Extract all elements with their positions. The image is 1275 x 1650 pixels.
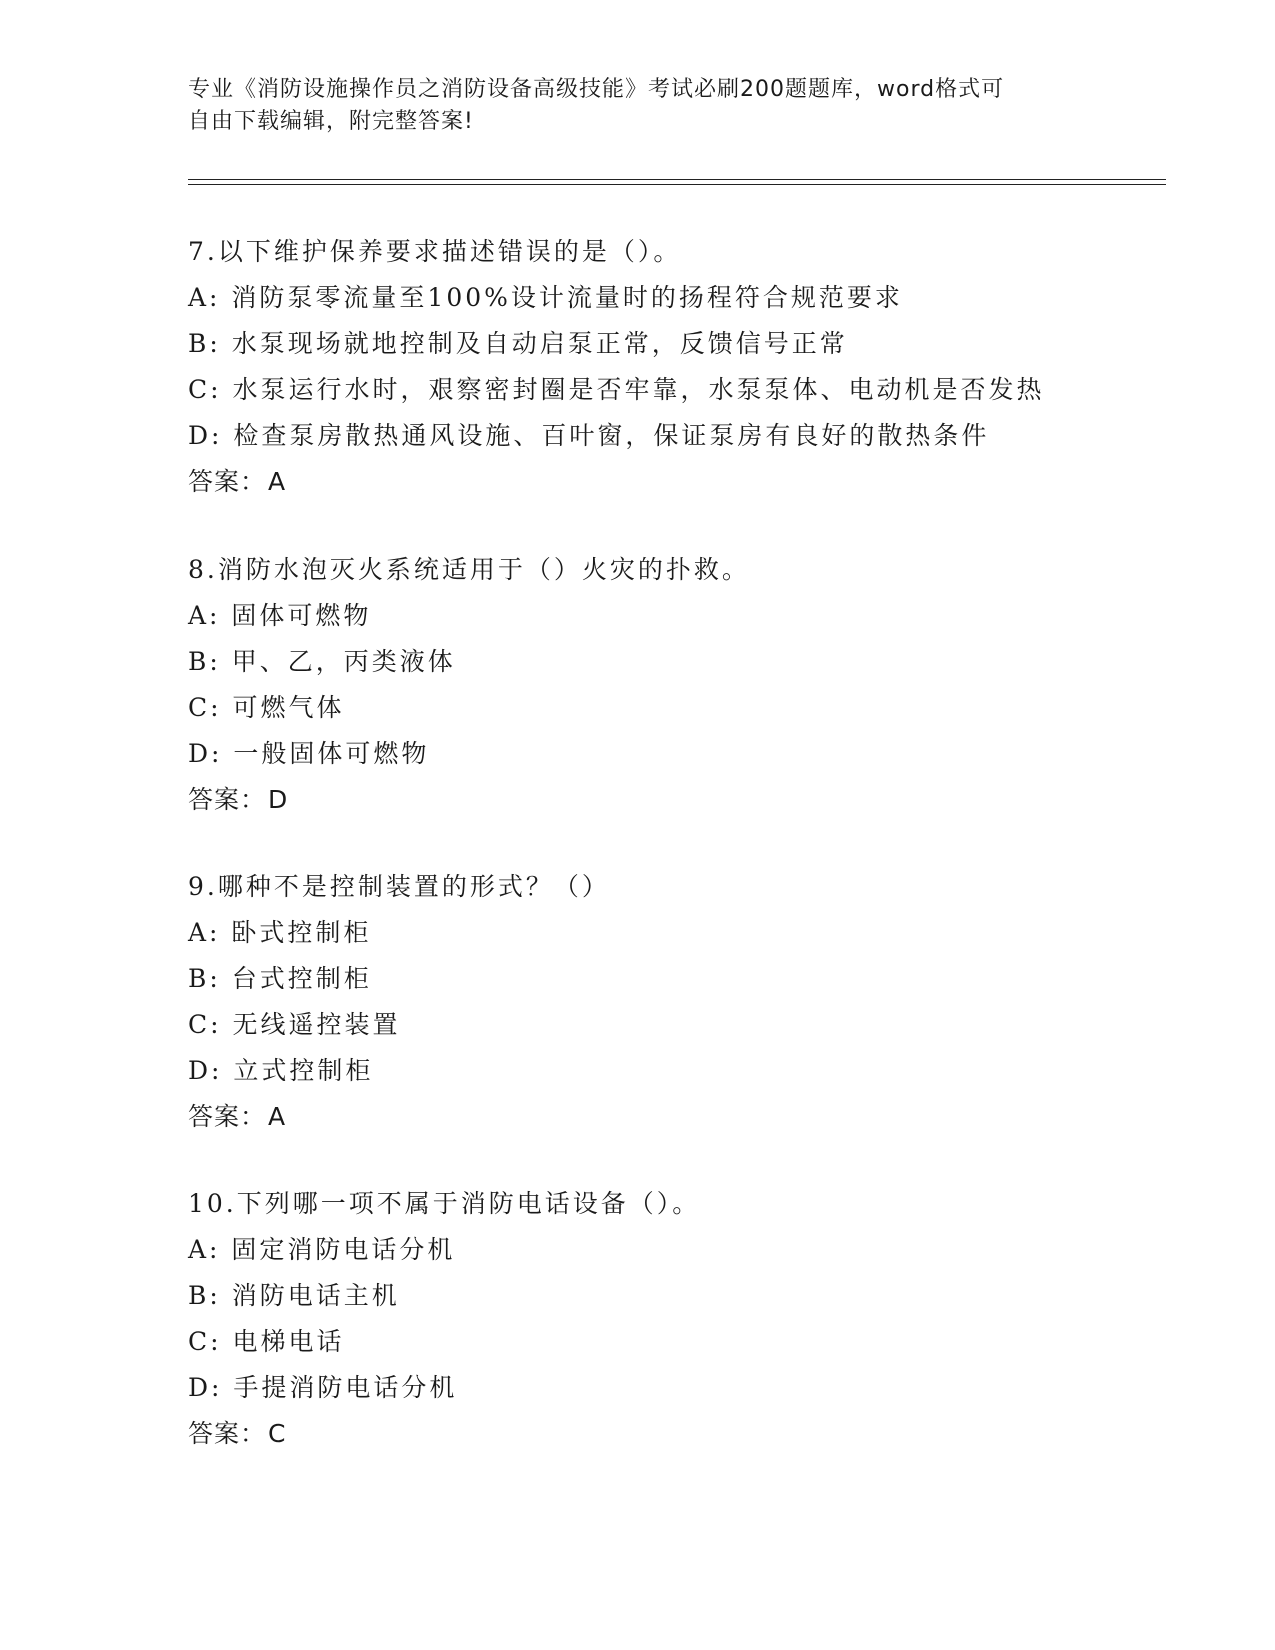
option-b: B: 消防电话主机 [188, 1281, 400, 1310]
answer-label: 答案： [188, 785, 267, 814]
option-d: D: 手提消防电话分机 [188, 1373, 458, 1402]
answer-label: 答案： [188, 1419, 267, 1448]
answer-value: D [268, 785, 289, 814]
question-10 [188, 1181, 1148, 1457]
option-a: A: 卧式控制柜 [188, 918, 372, 947]
answer-label: 答案： [188, 467, 267, 496]
question-9 [188, 864, 1148, 1140]
option-b: B: 甲、乙，丙类液体 [188, 647, 456, 676]
document-header [188, 74, 1088, 138]
question-stem: 7.以下维护保养要求描述错误的是（）。 [188, 237, 682, 266]
header-line-1: 专业《消防设施操作员之消防设备高级技能》考试必刷200题题库，word格式可 [188, 77, 1005, 102]
option-b: B: 台式控制柜 [188, 964, 372, 993]
option-d: D: 一般固体可燃物 [188, 739, 430, 768]
answer-value: A [268, 1102, 287, 1131]
question-stem: 9.哪种不是控制装置的形式？（） [188, 872, 610, 901]
header-divider-bottom [188, 184, 1166, 185]
option-c: C: 电梯电话 [188, 1327, 345, 1356]
answer-line [188, 1411, 1148, 1457]
header-line-2: 自由下载编辑，附完整答案! [188, 109, 474, 134]
question-7 [188, 229, 1148, 505]
option-b: B: 水泵现场就地控制及自动启泵正常，反馈信号正常 [188, 329, 848, 358]
option-c: C: 可燃气体 [188, 693, 345, 722]
answer-line [188, 1094, 1148, 1140]
question-stem: 10.下列哪一项不属于消防电话设备（）。 [188, 1189, 701, 1218]
answer-value: A [268, 467, 287, 496]
answer-line [188, 777, 1148, 823]
option-a: A: 消防泵零流量至100%设计流量时的扬程符合规范要求 [188, 283, 903, 312]
option-a: A: 固定消防电话分机 [188, 1235, 456, 1264]
option-a: A: 固体可燃物 [188, 601, 372, 630]
answer-label: 答案： [188, 1102, 267, 1131]
question-stem: 8.消防水泡灭火系统适用于（）火灾的扑救。 [188, 555, 750, 584]
option-d: D: 立式控制柜 [188, 1056, 374, 1085]
answer-value: C [268, 1419, 287, 1448]
option-c: C: 水泵运行水时，艰察密封圈是否牢靠，水泵泵体、电动机是否发热 [188, 375, 1045, 404]
option-d: D: 检查泵房散热通风设施、百叶窗，保证泵房有良好的散热条件 [188, 421, 990, 450]
option-c: C: 无线遥控装置 [188, 1010, 401, 1039]
question-8 [188, 547, 1148, 823]
header-divider-top [188, 179, 1166, 180]
answer-line [188, 459, 1148, 505]
